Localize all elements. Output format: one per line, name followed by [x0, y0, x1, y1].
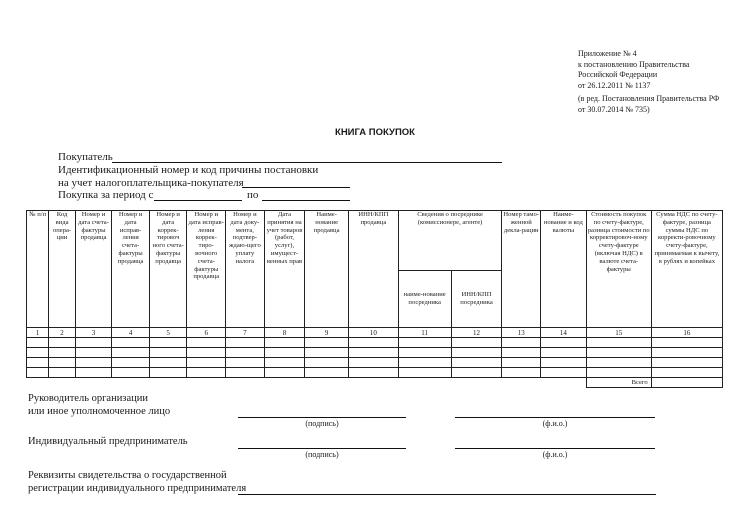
column-number: 3	[75, 328, 112, 338]
column-number: 7	[226, 328, 265, 338]
table-row[interactable]	[27, 338, 723, 348]
column-header: Номер и дата исправ-ления коррек-тиро-вочного счета-фактуры продавца	[187, 211, 226, 328]
entrepreneur-label: Индивидуальный предприниматель	[28, 436, 188, 447]
registration-label-line2: регистрации индивидуального предпринимателя	[28, 483, 247, 494]
column-number: 4	[112, 328, 150, 338]
total-value-cell[interactable]	[651, 378, 722, 388]
column-numbers-row	[27, 328, 723, 338]
edition-note: (в ред. Постановления Правительства РФ	[578, 94, 720, 103]
column-number: 10	[348, 328, 398, 338]
column-number: 1	[27, 328, 49, 338]
column-number: 13	[502, 328, 541, 338]
column-header: Сведения о посреднике (комиссионере, агенте)	[398, 211, 502, 271]
column-header: Номер и дата исправ-ления счета-фактуры продавца	[112, 211, 150, 328]
signature-caption: (подпись)	[305, 419, 339, 428]
table-row[interactable]	[27, 368, 723, 378]
column-header: Номер и дата коррек-тировоч ного счета-фактуры продавца	[149, 211, 187, 328]
column-number: 16	[651, 328, 722, 338]
buyer-field[interactable]	[112, 162, 502, 163]
subcolumn-header: наиме-нование посредника	[398, 271, 451, 328]
column-number: 11	[398, 328, 451, 338]
column-number: 6	[187, 328, 226, 338]
period-label: Покупка за период с	[58, 189, 154, 201]
column-header: Наиме-нование и код валюты	[541, 211, 587, 328]
appendix-note	[578, 49, 719, 115]
entrepreneur-name-line[interactable]	[455, 448, 655, 449]
column-header: Номер и дата счета-фактуры продавца	[75, 211, 112, 328]
total-row	[27, 378, 723, 388]
inn-field[interactable]	[242, 187, 350, 188]
column-number: 15	[586, 328, 651, 338]
column-number: 14	[541, 328, 587, 338]
buyer-label: Покупатель	[58, 151, 113, 163]
period-from-field[interactable]	[154, 200, 242, 201]
head-label-line2: или иное уполномоченное лицо	[28, 406, 171, 417]
fio-caption: (ф.и.о.)	[542, 450, 568, 459]
column-number: 5	[149, 328, 187, 338]
column-header: Сумма НДС по счету-фактуре, разница суммы НДС по корректи-ровочному счету-фактуре, принимаемая к вычету, в рублях и копейках	[651, 211, 722, 328]
head-signature-line[interactable]	[238, 417, 406, 418]
table-header-row	[27, 211, 723, 271]
column-number: 2	[49, 328, 75, 338]
registration-details-line[interactable]	[238, 494, 656, 495]
column-header: Номер тамо-женной декла-рации	[502, 211, 541, 328]
column-header: № п/п	[27, 211, 49, 328]
entrepreneur-signature-line[interactable]	[238, 448, 406, 449]
table-row[interactable]	[27, 358, 723, 368]
edition-note: от 30.07.2014 № 735)	[578, 104, 650, 114]
column-number: 9	[305, 328, 349, 338]
head-name-line[interactable]	[455, 417, 655, 418]
subcolumn-header: ИНН/КПП посредника	[451, 271, 502, 328]
total-label: Всего	[586, 378, 651, 388]
table-row[interactable]	[27, 348, 723, 358]
column-header: Номер и дата доку-мента, подтвер-ждаю-щего уплату налога	[226, 211, 265, 328]
fio-caption: (ф.и.о.)	[542, 419, 568, 428]
appendix-line: Российской Федерации	[578, 70, 658, 79]
column-header: Стоимость покупок по счету-фактуре, разница стоимости по корректировоч-ному счету-фактуре (включая НДС) в валюте счета-фактуры	[586, 211, 651, 328]
appendix-line: от 26.12.2011 № 1137	[578, 80, 651, 90]
purchase-book-table	[26, 210, 723, 388]
appendix-line: к постановлению Правительства	[578, 59, 690, 69]
column-header: Наиме-нование продавца	[305, 211, 349, 328]
column-header: Код вида опера-ции	[49, 211, 75, 328]
column-header: Дата принятия на учет товаров (работ, услуг), имущест-венных прав	[264, 211, 305, 328]
inn-label-line2: на учет налогоплательщика-покупателя	[58, 177, 244, 189]
signature-caption: (подпись)	[305, 450, 339, 459]
registration-label-line1: Реквизиты свидетельства о государственной	[28, 470, 227, 481]
column-number: 12	[451, 328, 502, 338]
head-label-line1: Руководитель организации	[28, 393, 148, 404]
column-number: 8	[264, 328, 305, 338]
column-header: ИНН/КПП продавца	[348, 211, 398, 328]
inn-label-line1: Идентификационный номер и код причины постановки	[58, 164, 319, 176]
page-title: КНИГА ПОКУПОК	[335, 127, 415, 138]
period-to-label: по	[247, 189, 259, 201]
appendix-line: Приложение № 4	[578, 49, 637, 58]
period-to-field[interactable]	[262, 200, 350, 201]
